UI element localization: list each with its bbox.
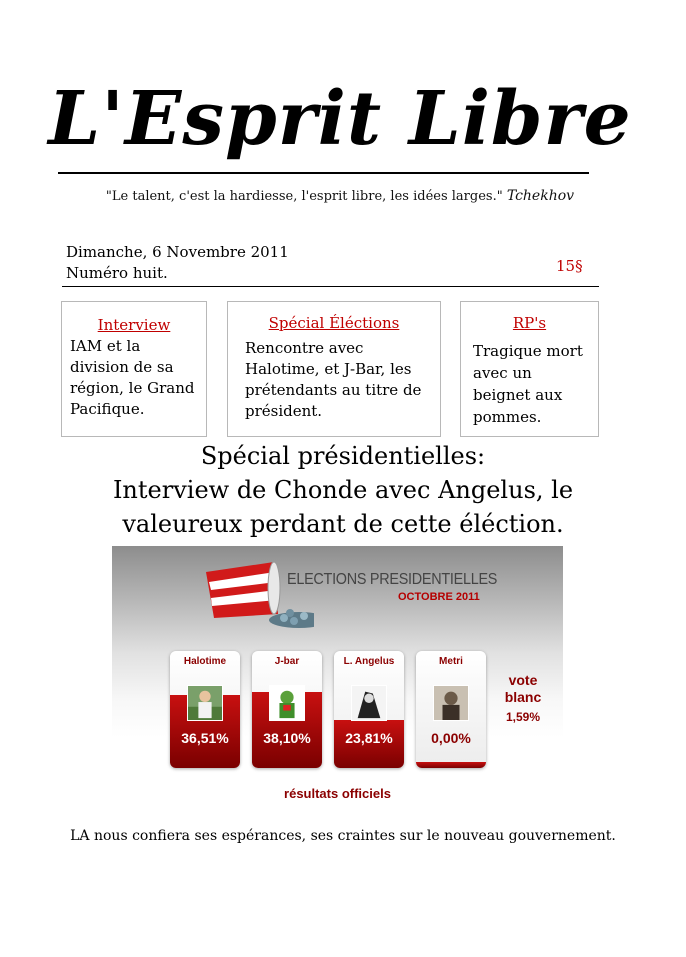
candidate-avatar <box>433 685 469 721</box>
teaser-body-elections: Rencontre avec Halotime, et J-Bar, les prétendants au titre de président. <box>245 339 422 420</box>
candidate-avatar <box>269 685 305 721</box>
official-results-caption: résultats officiels <box>284 786 391 801</box>
masthead-title: L'Esprit Libre <box>48 76 632 162</box>
candidate-card <box>334 651 404 768</box>
candidate-percentage: 36,51% <box>181 730 229 746</box>
blank-vote-percentage: 1,59% <box>505 710 541 724</box>
candidate-name: L. Angelus <box>343 656 395 667</box>
issue-number: Numéro huit. <box>66 264 168 282</box>
footer-teaser: LA nous confiera ses espérances, ses craintes sur le nouveau gouvernement. <box>70 828 616 844</box>
candidate-name: J-bar <box>274 656 300 667</box>
ballot-bucket-icon <box>204 558 314 628</box>
teaser-box-interview <box>61 301 207 437</box>
blank-vote-label-line-1: vote <box>508 672 538 688</box>
masthead-rule <box>58 172 589 174</box>
candidate-card <box>416 651 486 768</box>
candidate-percentage: 23,81% <box>345 730 393 746</box>
headline-line-3: valeureux perdant de cette éléction. <box>122 510 564 538</box>
teaser-title-rp[interactable]: RP's <box>512 314 547 332</box>
issue-date: Dimanche, 6 Novembre 2011 <box>66 243 289 261</box>
candidate-avatar <box>187 685 223 721</box>
election-results-image <box>112 546 563 801</box>
candidate-percentage: 0,00% <box>431 730 471 746</box>
candidate-percentage: 38,10% <box>263 730 311 746</box>
issue-price: 15§ <box>556 257 583 275</box>
candidate-card <box>252 651 322 768</box>
headline-line-2: Interview de Chonde avec Angelus, le <box>112 476 574 504</box>
issue-rule <box>62 286 599 287</box>
candidate-name: Metri <box>439 656 463 667</box>
quote-text: "Le talent, c'est la hardiesse, l'esprit libre, les idées larges." <box>105 189 503 204</box>
candidate-card <box>170 651 240 768</box>
teaser-title-elections[interactable]: Spécial Éléctions <box>268 314 400 332</box>
quote-author: Tchekhov <box>506 188 575 204</box>
results-subheading: OCTOBRE 2011 <box>398 591 480 603</box>
candidate-name: Halotime <box>183 656 227 667</box>
blank-vote-label-line-2: blanc <box>504 689 542 705</box>
headline-line-1: Spécial présidentielles: <box>200 442 486 470</box>
candidate-result-fill <box>416 762 486 768</box>
blank-vote-label <box>495 672 551 706</box>
main-headline <box>60 439 626 541</box>
teaser-body-interview: IAM et la division de sa région, le Grand Pacifique. <box>70 337 195 418</box>
teaser-body-rp: Tragique mort avec un beignet aux pommes. <box>473 342 583 426</box>
candidate-avatar <box>351 685 387 721</box>
masthead-quote <box>60 188 620 204</box>
teaser-title-interview[interactable]: Interview <box>97 316 171 334</box>
teaser-box-elections <box>227 301 441 437</box>
teaser-box-rp <box>460 301 599 437</box>
results-heading: ELECTIONS PRESIDENTIELLES <box>287 571 498 588</box>
